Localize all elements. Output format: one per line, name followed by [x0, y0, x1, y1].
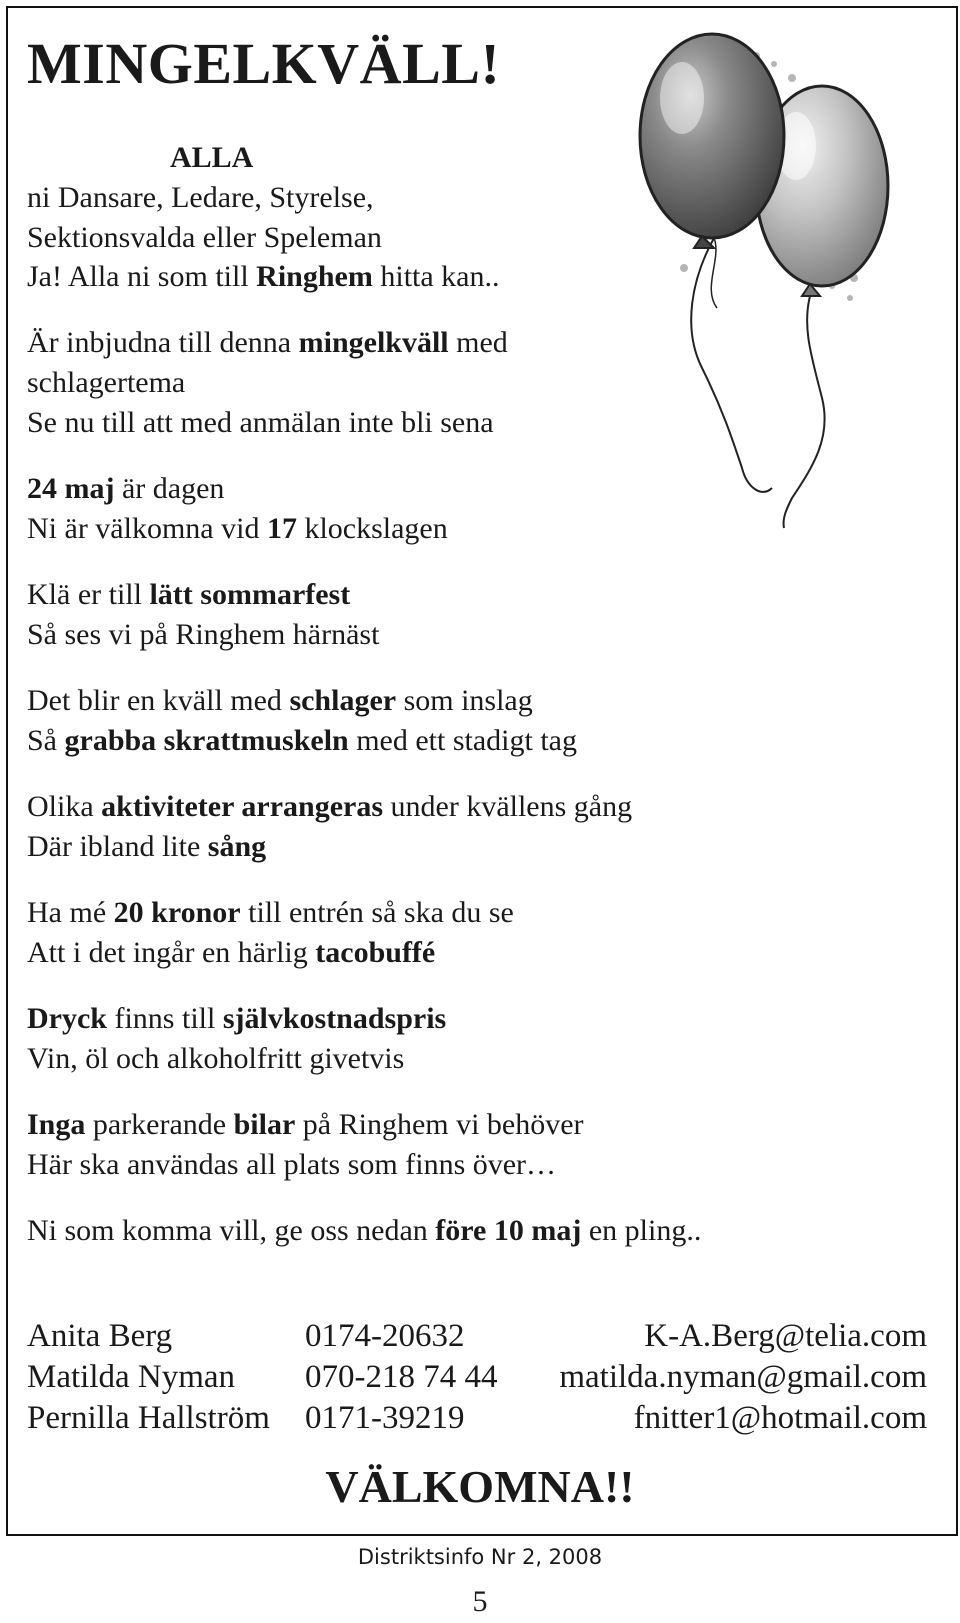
welcome-heading: VÄLKOMNA!!	[325, 1461, 635, 1512]
page-title: MINGELKVÄLL!	[27, 31, 501, 96]
drinks-line: Dryck finns till självkostnadspris	[27, 1002, 447, 1035]
dresscode-line: Klä er till lätt sommarfest	[27, 578, 351, 611]
date-line: 24 maj är dagen	[27, 472, 225, 505]
wine-line: Vin, öl och alkoholfritt givetvis	[27, 1042, 405, 1075]
activities-line: Olika aktiviteter arrangeras under kvällens gång	[27, 790, 633, 823]
contact-row	[27, 1357, 927, 1398]
contact-list	[27, 1316, 927, 1439]
buffet-line: Att i det ingår en härlig tacobuffé	[27, 936, 436, 969]
contact-email: matilda.nyman@gmail.com	[559, 1359, 927, 1395]
price-line: Ha mé 20 kronor till entrén så ska du se	[27, 896, 514, 929]
balloons-illustration	[622, 28, 942, 540]
space-line: Här ska användas all plats som finns över…	[27, 1148, 557, 1181]
intro-line-1: ni Dansare, Ledare, Styrelse,	[27, 181, 374, 214]
see-you-line: Så ses vi på Ringhem härnäst	[27, 618, 380, 651]
song-line: Där ibland lite sång	[27, 830, 267, 863]
contact-name: Anita Berg	[27, 1318, 173, 1354]
page-number: 5	[472, 1585, 488, 1618]
invite-line-2: schlagertema	[27, 366, 186, 399]
contact-email: K-A.Berg@telia.com	[644, 1318, 927, 1354]
invite-line-3: Se nu till att med anmälan inte bli sena	[27, 406, 494, 439]
parking-line: Inga parkerande bilar på Ringhem vi behöver	[27, 1108, 584, 1141]
contact-name: Pernilla Hallström	[27, 1400, 270, 1436]
contact-row	[27, 1316, 927, 1357]
contact-email: fnitter1@hotmail.com	[633, 1400, 927, 1436]
schlager-line: Det blir en kväll med schlager som inslag	[27, 684, 533, 717]
signup-line: Ni som komma vill, ge oss nedan före 10 maj en pling..	[27, 1214, 702, 1247]
contact-name: Matilda Nyman	[27, 1359, 236, 1395]
contact-phone: 0171-39219	[305, 1400, 465, 1436]
time-line: Ni är välkomna vid 17 klockslagen	[27, 512, 448, 545]
intro-alla: ALLA	[170, 141, 254, 174]
contact-phone: 0174-20632	[305, 1318, 465, 1354]
laugh-line: Så grabba skrattmuskeln med ett stadigt tag	[27, 724, 577, 757]
invite-line-1: Är inbjudna till denna mingelkväll med	[27, 326, 508, 359]
intro-line-2: Sektionsvalda eller Speleman	[27, 221, 382, 254]
contact-phone: 070-218 74 44	[305, 1359, 498, 1395]
dark-balloon	[640, 34, 784, 238]
intro-line-3: Ja! Alla ni som till Ringhem hitta kan..	[27, 260, 500, 293]
contact-row	[27, 1398, 927, 1439]
footer-publication: Distriktsinfo Nr 2, 2008	[357, 1545, 603, 1569]
